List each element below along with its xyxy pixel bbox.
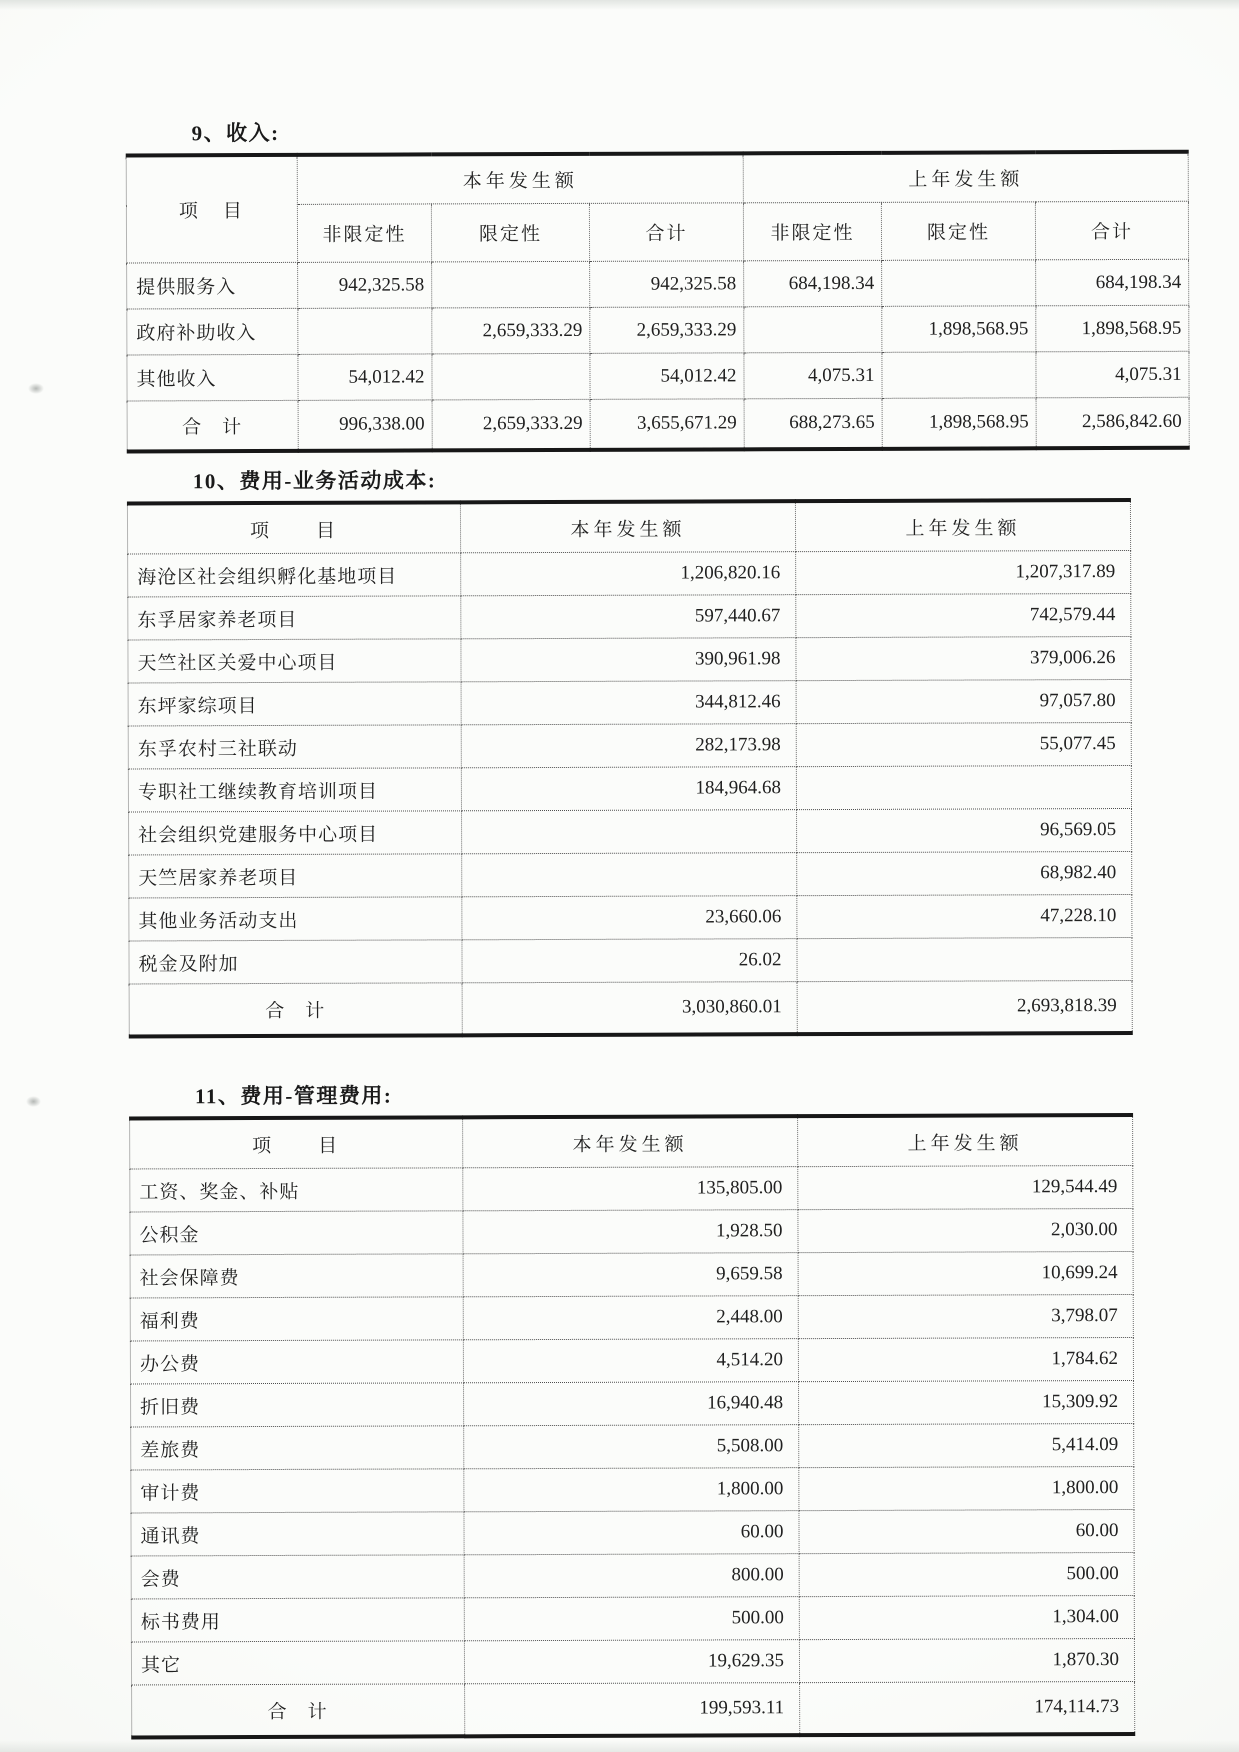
row-label: 天竺社区关爱中心项目: [128, 639, 461, 683]
subheader-prior-restricted: 限定性: [881, 202, 1035, 261]
row-label: 合 计: [129, 983, 462, 1037]
item-column-header: 项 目: [126, 155, 297, 263]
table-row: [128, 765, 1131, 812]
row-label: 专职社工继续教育培训项目: [128, 768, 461, 812]
cell-value: 1,898,568.95: [882, 398, 1036, 449]
admin-expense-table-body: [130, 1165, 1135, 1737]
income-table-body: [127, 259, 1190, 451]
row-label: 折旧费: [131, 1383, 464, 1427]
cell-value: 3,030,860.01: [462, 982, 797, 1036]
prior-year-column-header: 上年发生额: [798, 1115, 1133, 1167]
row-label: 福利费: [130, 1297, 463, 1341]
row-label: 审计费: [131, 1469, 464, 1513]
row-label: 工资、奖金、补贴: [130, 1168, 463, 1212]
cell-value: 23,660.06: [462, 896, 797, 940]
business-cost-table-body: [128, 550, 1133, 1036]
cell-value: 1,304.00: [799, 1595, 1134, 1639]
cell-value: 1,784.62: [798, 1337, 1133, 1381]
cell-value: 1,928.50: [463, 1210, 798, 1254]
subheader-current-unrestricted: 非限定性: [297, 204, 431, 262]
cell-value: 1,870.30: [799, 1638, 1134, 1682]
row-label: 会费: [131, 1555, 464, 1599]
cell-value: [432, 353, 590, 400]
table-row: [128, 722, 1131, 769]
table-row: [131, 1595, 1134, 1642]
cell-value: 15,309.92: [799, 1380, 1134, 1424]
row-label: 东孚农村三社联动: [128, 725, 461, 769]
row-label: 差旅费: [131, 1426, 464, 1470]
row-label: 海沧区社会组织孵化基地项目: [128, 553, 461, 597]
cell-value: 55,077.45: [796, 722, 1131, 766]
table-row: [127, 259, 1189, 309]
row-label: 合 计: [132, 1684, 465, 1738]
table-row: [130, 1208, 1133, 1255]
cell-value: 97,057.80: [796, 679, 1131, 723]
row-label: 办公费: [130, 1340, 463, 1384]
cell-value: 597,440.67: [461, 595, 796, 639]
row-label: 社会保障费: [130, 1254, 463, 1298]
cell-value: 1,800.00: [464, 1468, 799, 1512]
cell-value: 800.00: [464, 1554, 799, 1598]
cell-value: 2,659,333.29: [590, 307, 744, 354]
cell-value: 2,693,818.39: [797, 980, 1132, 1034]
table-row: [127, 351, 1189, 401]
current-year-column-header: 本年发生额: [460, 501, 795, 553]
cell-value: 26.02: [462, 939, 797, 983]
cell-value: 688,273.65: [744, 398, 882, 449]
scan-speck: [28, 383, 44, 394]
table-row: [128, 593, 1131, 640]
row-label: 政府补助收入: [127, 308, 298, 355]
table-row: [128, 636, 1131, 683]
row-label: 提供服务入: [127, 262, 298, 309]
cell-value: 1,207,317.89: [796, 550, 1131, 594]
table-row: [129, 851, 1132, 898]
cell-value: 2,030.00: [798, 1208, 1133, 1252]
total-row: [127, 397, 1189, 451]
row-label: 公积金: [130, 1211, 463, 1255]
table-row: [129, 937, 1132, 984]
row-label: 社会组织党建服务中心项目: [129, 811, 462, 855]
table-row: [128, 550, 1131, 597]
cell-value: 5,414.09: [799, 1423, 1134, 1467]
cell-value: 184,964.68: [461, 767, 796, 811]
cell-value: [882, 352, 1036, 399]
table-row: [130, 1337, 1133, 1384]
cell-value: 390,961.98: [461, 638, 796, 682]
header-row-groups: [126, 152, 1188, 205]
cell-value: 684,198.34: [1036, 259, 1189, 306]
prior-year-group-header: 上年发生额: [743, 152, 1188, 203]
row-label: 东孚居家养老项目: [128, 596, 461, 640]
cell-value: 96,569.05: [797, 808, 1132, 852]
scan-speck: [26, 1096, 41, 1107]
table-row: [131, 1380, 1134, 1427]
table-row: [131, 1638, 1134, 1685]
cell-value: 4,075.31: [744, 352, 882, 398]
business-cost-table: [127, 498, 1133, 1039]
row-label: 其他业务活动支出: [129, 897, 462, 941]
table-row: [131, 1509, 1134, 1556]
cell-value: [298, 308, 432, 354]
cell-value: 60.00: [799, 1509, 1134, 1553]
cell-value: 500.00: [799, 1552, 1134, 1596]
business-cost-section-title: 10、费用-业务活动成本:: [192, 468, 437, 494]
cell-value: 2,659,333.29: [432, 399, 590, 450]
cell-value: 9,659.58: [463, 1253, 798, 1297]
cell-value: 54,012.42: [590, 353, 744, 400]
cell-value: 54,012.42: [298, 354, 432, 400]
cell-value: [432, 261, 590, 308]
row-label: 天竺居家养老项目: [129, 854, 462, 898]
cell-value: 3,655,671.29: [590, 399, 744, 450]
row-label: 合 计: [127, 400, 298, 451]
cell-value: 10,699.24: [798, 1251, 1133, 1295]
cell-value: 2,586,842.60: [1036, 397, 1189, 448]
cell-value: 1,898,568.95: [882, 306, 1036, 353]
table-row: [130, 1294, 1133, 1341]
section-income: [126, 118, 1189, 454]
item-column-header: 项 目: [130, 1117, 463, 1169]
report-content: [125, 0, 1193, 1739]
section-business-cost: [127, 466, 1191, 1039]
cell-value: 742,579.44: [796, 593, 1131, 637]
cell-value: 3,798.07: [798, 1294, 1133, 1338]
cell-value: 5,508.00: [464, 1425, 799, 1469]
header-row: [127, 500, 1130, 554]
cell-value: 282,173.98: [461, 724, 796, 768]
section-admin-expense: [129, 1081, 1193, 1740]
cell-value: 174,114.73: [800, 1681, 1135, 1735]
item-column-header: 项 目: [127, 502, 460, 554]
cell-value: 942,325.58: [298, 262, 432, 308]
cell-value: 129,544.49: [798, 1165, 1133, 1209]
cell-value: 684,198.34: [744, 260, 882, 306]
header-row: [130, 1115, 1133, 1169]
table-row: [127, 305, 1189, 355]
cell-value: 2,659,333.29: [432, 307, 590, 354]
subheader-current-restricted: 限定性: [431, 203, 589, 262]
admin-expense-section-title: 11、费用-管理费用:: [194, 1083, 393, 1109]
row-label: 其他收入: [127, 354, 298, 401]
table-row: [131, 1466, 1134, 1513]
cell-value: 47,228.10: [797, 894, 1132, 938]
table-row: [130, 1251, 1133, 1298]
subheader-current-total: 合计: [589, 203, 743, 262]
row-label: 东坪家综项目: [128, 682, 461, 726]
total-row: [132, 1681, 1135, 1737]
income-table: [126, 150, 1190, 454]
cell-value: [744, 306, 882, 352]
table-row: [128, 679, 1131, 726]
cell-value: 379,006.26: [796, 636, 1131, 680]
cell-value: [797, 937, 1132, 981]
cell-value: [462, 810, 797, 854]
table-row: [131, 1423, 1134, 1470]
current-year-group-header: 本年发生额: [297, 153, 743, 204]
cell-value: 16,940.48: [464, 1382, 799, 1426]
cell-value: 1,800.00: [799, 1466, 1134, 1510]
current-year-column-header: 本年发生额: [463, 1116, 798, 1168]
table-row: [131, 1552, 1134, 1599]
cell-value: 19,629.35: [464, 1640, 799, 1684]
cell-value: 500.00: [464, 1597, 799, 1641]
total-row: [129, 980, 1132, 1036]
cell-value: 996,338.00: [298, 400, 432, 451]
table-row: [130, 1165, 1133, 1212]
row-label: 标书费用: [131, 1598, 464, 1642]
admin-expense-table: [129, 1113, 1135, 1740]
income-section-title: 9、收入:: [191, 120, 280, 146]
cell-value: 344,812.46: [461, 681, 796, 725]
table-row: [129, 808, 1132, 855]
prior-year-column-header: 上年发生额: [795, 500, 1130, 552]
cell-value: 2,448.00: [463, 1296, 798, 1340]
cell-value: [796, 765, 1131, 809]
cell-value: 1,898,568.95: [1036, 305, 1189, 352]
cell-value: 4,514.20: [463, 1339, 798, 1383]
cell-value: 60.00: [464, 1511, 799, 1555]
subheader-prior-total: 合计: [1035, 201, 1188, 260]
cell-value: 4,075.31: [1036, 351, 1189, 398]
table-row: [129, 894, 1132, 941]
admin-expense-table-header: [130, 1115, 1133, 1169]
row-label: 通讯费: [131, 1512, 464, 1556]
cell-value: 1,206,820.16: [461, 552, 796, 596]
cell-value: 68,982.40: [797, 851, 1132, 895]
subheader-prior-unrestricted: 非限定性: [743, 202, 881, 260]
row-label: 税金及附加: [129, 940, 462, 984]
row-label: 其它: [131, 1641, 464, 1685]
cell-value: [462, 853, 797, 897]
cell-value: [882, 260, 1036, 307]
business-cost-table-header: [127, 500, 1130, 554]
cell-value: 135,805.00: [463, 1167, 798, 1211]
cell-value: 199,593.11: [465, 1683, 800, 1737]
income-table-header: [126, 152, 1188, 263]
cell-value: 942,325.58: [590, 261, 744, 308]
